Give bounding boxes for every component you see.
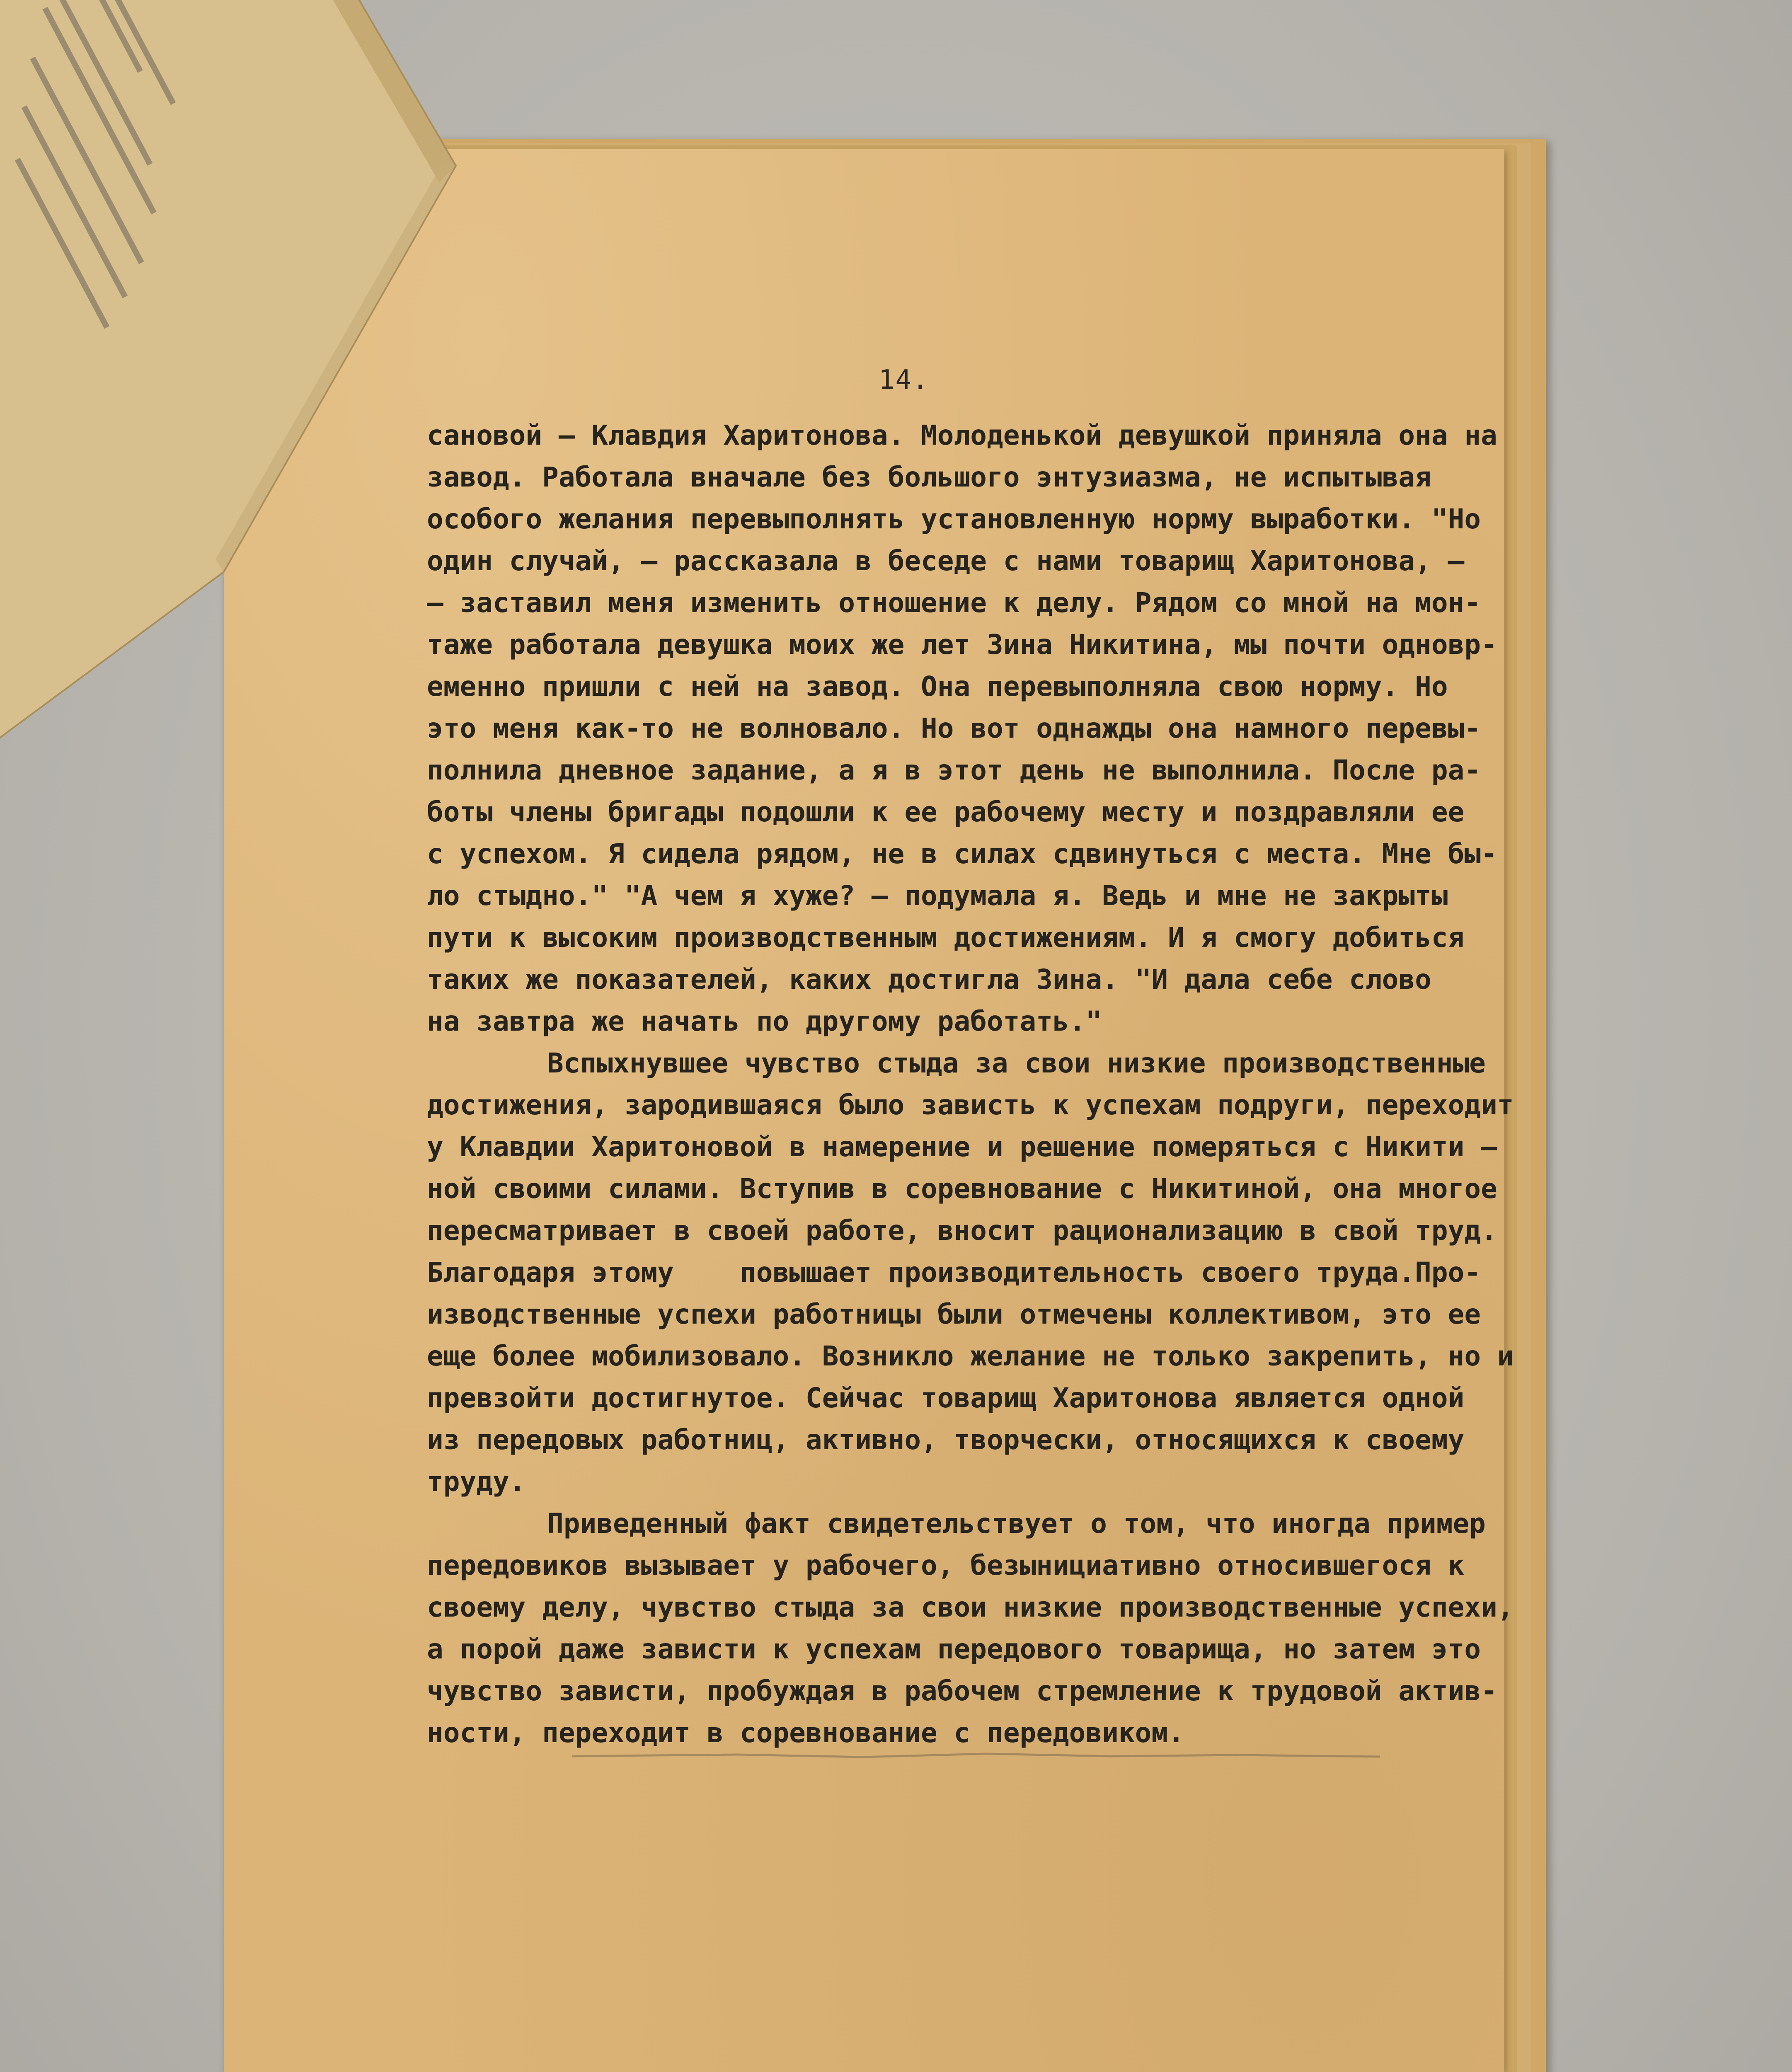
text-line: пути к высоким производственным достижениям. И я смогу добиться xyxy=(427,922,1465,954)
text-line: Благодаря этому повышает производительность своего труда.Про- xyxy=(427,1256,1481,1288)
text-line: своему делу, чувство стыда за свои низкие производственные успехи, xyxy=(427,1591,1514,1623)
text-line: пересматривает в своей работе, вносит рационализацию в свой труд. xyxy=(427,1215,1497,1247)
text-line: ло стыдно." "А чем я хуже? – подумала я. Ведь и мне не закрыты xyxy=(427,880,1448,912)
ink-smudge xyxy=(572,1749,1380,1761)
text-line: передовиков вызывает у рабочего, безынициативно относившегося к xyxy=(427,1549,1465,1581)
text-line: – заставил меня изменить отношение к делу. Рядом со мной на мон- xyxy=(427,587,1481,619)
text-line: таже работала девушка моих же лет Зина Никитина, мы почти одновр- xyxy=(427,629,1497,661)
text-line: труду. xyxy=(427,1466,526,1498)
text-line: боты члены бригады подошли к ее рабочему месту и поздравляли ее xyxy=(427,796,1465,828)
text-line: а порой даже зависти к успехам передового товарища, но затем это xyxy=(427,1633,1481,1665)
text-line: у Клавдии Харитоновой в намерение и решение померяться с Никити – xyxy=(427,1131,1497,1163)
text-line: Вспыхнувшее чувство стыда за свои низкие производственные xyxy=(547,1047,1486,1079)
text-line: ности, переходит в соревнование с передовиком. xyxy=(427,1717,1184,1749)
text-line: из передовых работниц, активно, творчески, относящихся к своему xyxy=(427,1424,1465,1456)
text-line: завод. Работала вначале без большого энтузиазма, не испытывая xyxy=(427,461,1431,493)
folded-sheet-corner xyxy=(0,0,464,754)
text-line: Приведенный факт свидетельствует о том, что иногда пример xyxy=(547,1508,1486,1539)
text-line: сановой – Клавдия Харитонова. Молоденькой девушкой приняла она на xyxy=(427,419,1497,451)
text-line: один случай, – рассказала в беседе с нами товарищ Харитонова, – xyxy=(427,545,1465,577)
text-line: это меня как-то не волновало. Но вот однажды она намного перевы- xyxy=(427,712,1481,744)
typewritten-text xyxy=(427,414,1546,1754)
text-line: на завтра же начать по другому работать." xyxy=(427,1005,1102,1037)
text-line: еменно пришли с ней на завод. Она перевыполняла свою норму. Но xyxy=(427,670,1448,702)
text-line: достижения, зародившаяся было зависть к успехам подруги, переходит xyxy=(427,1089,1514,1121)
text-line: ной своими силами. Вступив в соревнование с Никитиной, она многое xyxy=(427,1173,1497,1205)
text-line: особого желания перевыполнять установленную норму выработки. "Но xyxy=(427,503,1481,535)
text-line: с успехом. Я сидела рядом, не в силах сдвинуться с места. Мне бы- xyxy=(427,838,1497,870)
text-line: полнила дневное задание, а я в этот день не выполнила. После ра- xyxy=(427,754,1481,786)
text-line: превзойти достигнутое. Сейчас товарищ Харитонова является одной xyxy=(427,1382,1465,1414)
text-line: чувство зависти, пробуждая в рабочем стремление к трудовой актив- xyxy=(427,1675,1497,1707)
text-line: еще более мобилизовало. Возникло желание не только закрепить, но и xyxy=(427,1340,1514,1372)
page-number: 14. xyxy=(879,365,929,395)
text-line: таких же показателей, каких достигла Зина. "И дала себе слово xyxy=(427,963,1431,995)
text-line: изводственные успехи работницы были отмечены коллективом, это ее xyxy=(427,1298,1481,1330)
